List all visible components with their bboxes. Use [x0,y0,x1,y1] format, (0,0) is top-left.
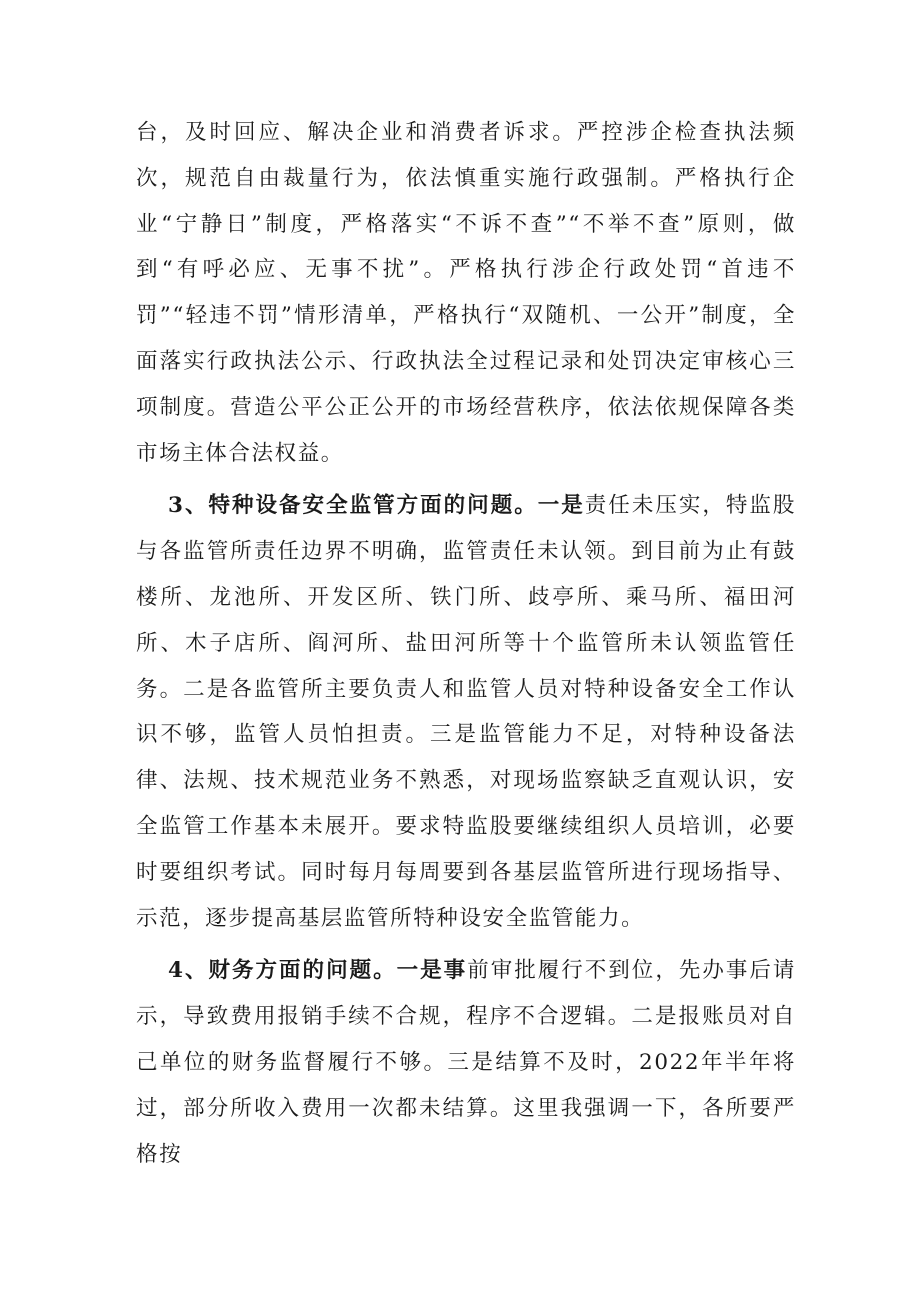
paragraph-text: 前审批履行不到位，先办事后请示，导致费用报销手续不合规，程序不合逻辑。二是报账员对自己单位的财务监督履行不够。三是结算不及时，2022年半年将过，部分所收入费用一次都未结算。这里我强调一下，各所要严格按 [136,958,796,1167]
section-heading: 4、财务方面的问题。 [168,958,397,984]
paragraph-text: 台，及时回应、解决企业和消费者诉求。严控涉企检查执法频次，规范自由裁量行为，依法慎重实施行政强制。严格执行企业“宁静日”制度，严格落实“不诉不查”“不举不查”原则，做到“有呼必应、无事不扰”。严格执行涉企行政处罚“首违不罚”“轻违不罚”情形清单，严格执行“双随机、一公开”制度，全面落实行政执法公示、行政执法全过程记录和处罚决定审核心三项制度。营造公平公正公开的市场经营秩序，依法依规保障各类市场主体合法权益。 [136,120,796,466]
section-heading: 3、特种设备安全监管方面的问题。 [168,493,538,519]
paragraph-text: 责任未压实，特监股与各监管所责任边界不明确，监管责任未认领。到目前为止有鼓楼所、龙池所、开发区所、铁门所、歧亭所、乘马所、福田河所、木子店所、阎河所、盐田河所等十个监管所未认领监管任务。二是各监管所主要负责人和监管人员对特种设备安全工作认识不够，监管人员怕担责。三是监管能力不足，对特种设备法律、法规、技术规范业务不熟悉，对现场监察缺乏直观认识，安全监管工作基本未展开。要求特监股要继续组织人员培训，必要时要组织考试。同时每月每周要到各基层监管所进行现场指导、示范，逐步提高基层监管所特种设安全监管能力。 [136,493,797,931]
document-body [136,110,796,1177]
paragraph-finance [136,948,796,1177]
point-marker: 一是事 [396,958,468,984]
point-marker: 一是 [537,493,585,519]
paragraph-continuation [136,110,796,476]
paragraph-special-equipment [136,483,796,941]
